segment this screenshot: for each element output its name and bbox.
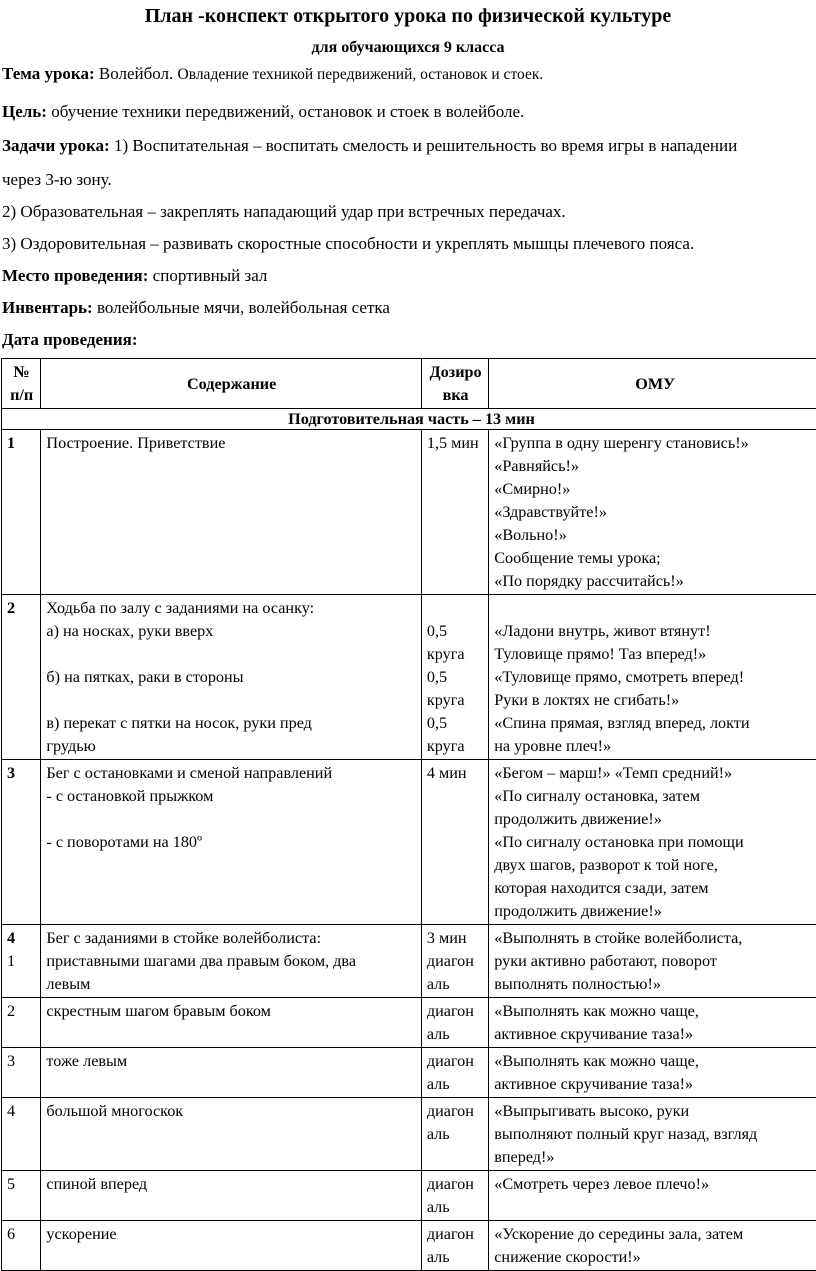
section-title: Подготовительная часть – 13 мин bbox=[2, 409, 816, 430]
header-content: Содержание bbox=[41, 359, 421, 409]
row-dose: 0,5 круга 0,5 круга 0,5 круга bbox=[421, 595, 488, 760]
row-dose: диагон аль bbox=[421, 1098, 488, 1171]
table-header-row bbox=[2, 359, 816, 409]
tasks-label: Задачи урока: bbox=[2, 136, 110, 155]
row-omu: «Ускорение до середины зала, затем снижение скорости!» bbox=[489, 1221, 816, 1271]
row-content: Построение. Приветствие bbox=[41, 430, 421, 595]
equipment-text: волейбольные мячи, волейбольная сетка bbox=[97, 298, 390, 317]
place-label: Место проведения: bbox=[2, 266, 148, 285]
row-num: 5 bbox=[2, 1171, 41, 1221]
header-num: № п/п bbox=[2, 359, 41, 409]
row-num: 3 bbox=[2, 1048, 41, 1098]
page-subtitle: для обучающихся 9 класса bbox=[0, 38, 816, 58]
row-num-main: 4 bbox=[7, 927, 36, 950]
row-dose: диагон аль bbox=[421, 1048, 488, 1098]
row-content: Ходьба по залу с заданиями на осанку: а) на носках, руки вверх б) на пятках, раки в стороны в) перекат с пятки на носок, руки пред грудью bbox=[41, 595, 421, 760]
place-line bbox=[2, 260, 816, 292]
header-omu: ОМУ bbox=[489, 359, 816, 409]
header-dose: Дозиро вка bbox=[421, 359, 488, 409]
row-num: 1 bbox=[2, 430, 41, 595]
row-num: 2 bbox=[2, 595, 41, 760]
table-row bbox=[2, 1221, 816, 1271]
date-label: Дата проведения: bbox=[2, 330, 138, 349]
row-content: большой многоскок bbox=[41, 1098, 421, 1171]
goal-text: обучение техники передвижений, остановок и стоек в волейболе. bbox=[51, 102, 524, 121]
topic-label: Тема урока: bbox=[2, 64, 95, 83]
row-omu: «Группа в одну шеренгу становись!» «Равняйсь!» «Смирно!» «Здравствуйте!» «Вольно!» Сообщение темы урока; «По порядку рассчитайсь!» bbox=[489, 430, 816, 595]
table-row bbox=[2, 1171, 816, 1221]
row-omu: «Бегом – марш!» «Темп средний!» «По сигналу остановка, затем продолжить движение!» «По сигналу остановка при помощи двух шагов, разворот к той ноге, которая находится сзади, затем продолжить движение!» bbox=[489, 760, 816, 925]
row-omu: «Ладони внутрь, живот втянут! Туловище прямо! Таз вперед!» «Туловище прямо, смотреть вперед! Руки в локтях не сгибать!» «Спина прямая, взгляд вперед, локти на уровне плеч!» bbox=[489, 595, 816, 760]
row-dose: 3 мин диагон аль bbox=[421, 925, 488, 998]
row-content: Бег с остановками и сменой направлений - с остановкой прыжком - с поворотами на 180º bbox=[41, 760, 421, 925]
table-row bbox=[2, 760, 816, 925]
row-content: Бег с заданиями в стойке волейболиста: приставными шагами два правым боком, два левым bbox=[41, 925, 421, 998]
row-num: 6 bbox=[2, 1221, 41, 1271]
date-line bbox=[2, 324, 816, 356]
topic-main: Волейбол. bbox=[99, 64, 173, 83]
row-dose: 1,5 мин bbox=[421, 430, 488, 595]
place-text: спортивный зал bbox=[153, 266, 268, 285]
row-dose: диагон аль bbox=[421, 1171, 488, 1221]
equipment-line bbox=[2, 292, 816, 324]
row-num: 4 bbox=[2, 1098, 41, 1171]
row-content: спиной вперед bbox=[41, 1171, 421, 1221]
goal-label: Цель: bbox=[2, 102, 47, 121]
page-title: План -конспект открытого урока по физической культуре bbox=[0, 4, 816, 28]
equipment-label: Инвентарь: bbox=[2, 298, 93, 317]
table-row bbox=[2, 998, 816, 1048]
section-row bbox=[2, 409, 816, 430]
tasks-line bbox=[2, 130, 816, 162]
row-omu: «Выполнять как можно чаще, активное скручивание таза!» bbox=[489, 998, 816, 1048]
row-dose: 4 мин bbox=[421, 760, 488, 925]
goal-line bbox=[2, 96, 816, 128]
task1-line1: 1) Воспитательная – воспитать смелость и решительность во время игры в нападении bbox=[114, 136, 737, 155]
topic-line bbox=[2, 58, 816, 91]
table-row bbox=[2, 595, 816, 760]
row-content: ускорение bbox=[41, 1221, 421, 1271]
row-content: скрестным шагом бравым боком bbox=[41, 998, 421, 1048]
table-row bbox=[2, 1048, 816, 1098]
row-num-sub: 1 bbox=[7, 950, 36, 973]
row-omu: «Выполнять в стойке волейболиста, руки активно работают, поворот выполнять полностью!» bbox=[489, 925, 816, 998]
task1-line2: через 3-ю зону. bbox=[2, 164, 816, 196]
row-dose: диагон аль bbox=[421, 998, 488, 1048]
row-omu: «Выполнять как можно чаще, активное скручивание таза!» bbox=[489, 1048, 816, 1098]
task3-line: 3) Оздоровительная – развивать скоростные способности и укреплять мышцы плечевого пояса. bbox=[2, 228, 816, 260]
row-content: тоже левым bbox=[41, 1048, 421, 1098]
topic-rest: Овладение техникой передвижений, остановок и стоек. bbox=[178, 66, 544, 83]
task2-line: 2) Образовательная – закреплять нападающий удар при встречных передачах. bbox=[2, 196, 816, 228]
table-row bbox=[2, 430, 816, 595]
table-row bbox=[2, 1098, 816, 1171]
row-num bbox=[2, 925, 41, 998]
lesson-table bbox=[1, 358, 816, 1271]
row-dose: диагон аль bbox=[421, 1221, 488, 1271]
row-omu: «Выпрыгивать высоко, руки выполняют полный круг назад, взгляд вперед!» bbox=[489, 1098, 816, 1171]
row-num: 2 bbox=[2, 998, 41, 1048]
row-num: 3 bbox=[2, 760, 41, 925]
table-row bbox=[2, 925, 816, 998]
row-omu: «Смотреть через левое плечо!» bbox=[489, 1171, 816, 1221]
